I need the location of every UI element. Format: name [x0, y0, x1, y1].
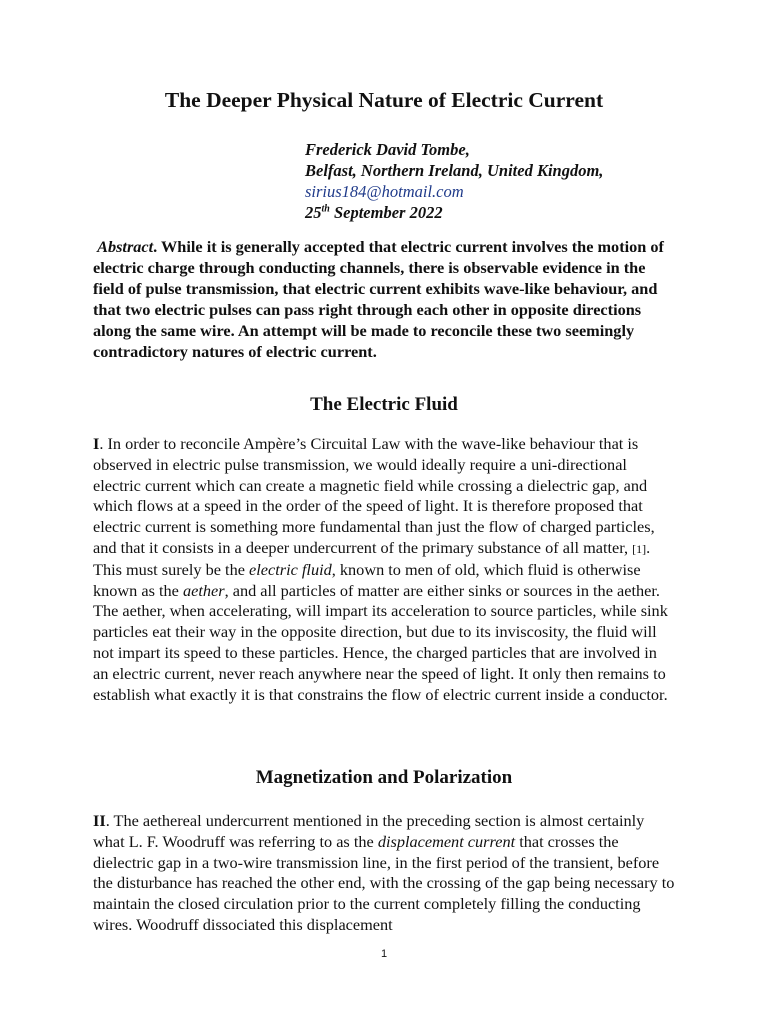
abstract [93, 236, 673, 362]
author-email-link[interactable]: sirius184@hotmail.com [305, 182, 464, 201]
author-name: Frederick David Tombe, [305, 140, 470, 159]
paragraph-text: . This must surely be the [93, 537, 651, 579]
emphasis-text: electric fluid [249, 559, 332, 579]
emphasis-text: aether [182, 580, 225, 600]
section-2-numeral: II [93, 811, 106, 830]
date-rest: September 2022 [329, 203, 443, 222]
author-block [305, 139, 603, 223]
abstract-label: Abstract [97, 237, 154, 256]
paragraph-text: . The aethereal undercurrent mentioned in the preceding section is almost certainly what L. F. Woodruff was referring to as the [93, 811, 645, 851]
section-2-paragraph [93, 811, 675, 936]
publication-date [305, 202, 603, 223]
paragraph-text: , known to men of old, which fluid is otherwise known as the [93, 559, 641, 600]
section-heading-magnetization: Magnetization and Polarization [255, 767, 513, 788]
section-1-paragraph [93, 434, 675, 705]
author-location: Belfast, Northern Ireland, United Kingdom, [305, 161, 604, 180]
emphasis-text: displacement current [377, 831, 516, 851]
abstract-text: While it is generally accepted that electric current involves the motion of electric charge through conducting channels, there is observable evidence in the field of pulse transmission, that electric current exhibits wave-like behaviour, and that two electric pulses can pass right through each other in opposite directions along the same wire. An attempt will be made to reconcile these two seemingly contradictory natures of electric current. [93, 237, 664, 361]
date-day: 25 [305, 203, 322, 222]
section-1-numeral: I [93, 434, 100, 453]
paragraph-text: that crosses the dielectric gap in a two-wire transmission line, in the first period of the transient, before the disturbance has reached the other end, with the crossing of the gap being necessary to maintain the closed circulation prior to the current completely filling the conducting wires. Woodruff dissociated this displacement [93, 831, 675, 934]
paragraph-text: , and all particles of matter are either sinks or sources in the aether. The aether, when accelerating, will impart its acceleration to source particles, while sink particles eat their way in the opposite direction, but due to its inviscosity, the fluid will not impart its speed to these particles. Hence, the charged particles that are involved in an electric current, never reach anywhere near the speed of light. It only then remains to establish what exactly it is that constrains the flow of electric current inside a conductor. [93, 580, 668, 704]
section-heading-electric-fluid: The Electric Fluid [310, 394, 458, 415]
paragraph-text: . In order to reconcile Ampère’s Circuital Law with the wave-like behaviour that is observed in electric pulse transmission, we would ideally require a uni-directional electric current which can create a magnetic field while crossing a dielectric gap, and which flows at a speed in the order of the speed of light. It is therefore proposed that electric current is something more fundamental than just the flow of charged particles, and that it consists in a deeper undercurrent of the primary substance of all matter, [93, 434, 655, 557]
page-title: The Deeper Physical Nature of Electric Current [164, 88, 604, 112]
page-number: 1 [380, 948, 388, 960]
reference-link[interactable]: [1] [632, 541, 647, 556]
date-suffix: th [321, 203, 330, 215]
abstract-label-period: . [153, 237, 158, 256]
